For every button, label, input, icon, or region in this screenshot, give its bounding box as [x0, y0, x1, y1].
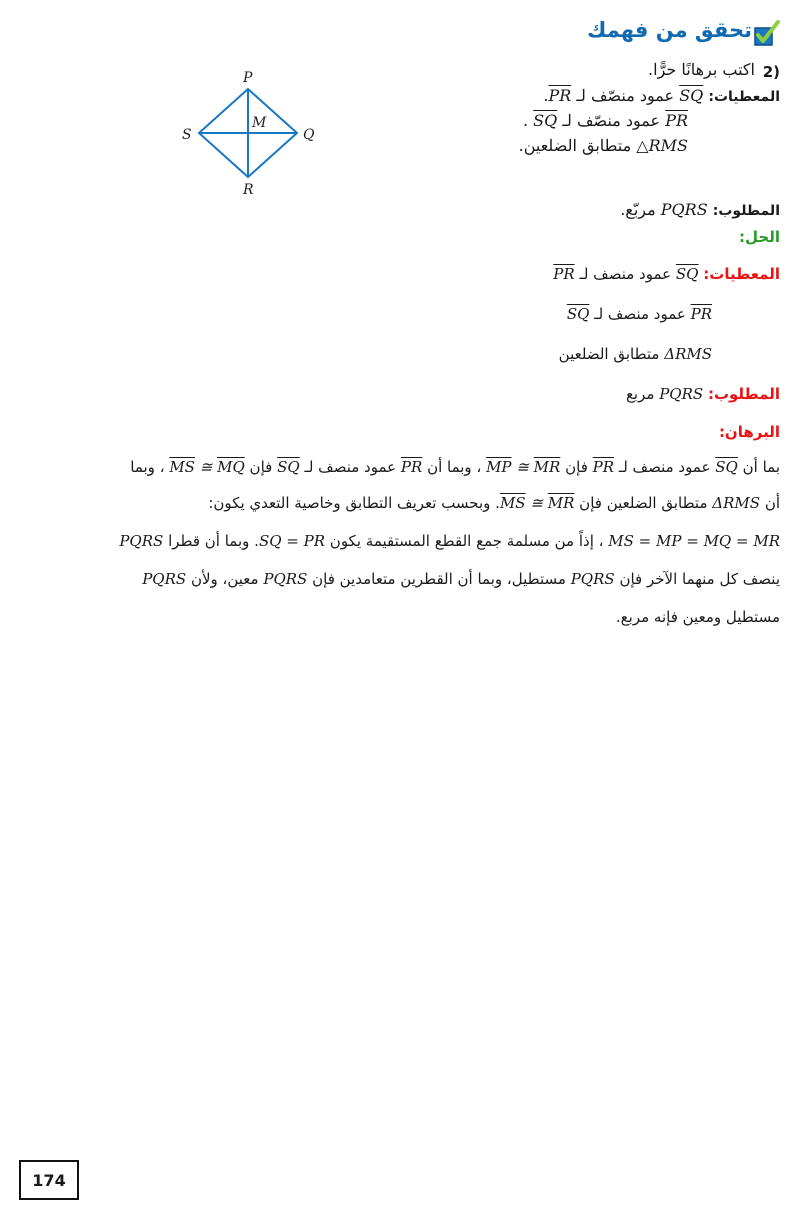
proof-line-4 — [20, 570, 780, 588]
text: . وبحسب تعريف التطابق وخاصية التعدي يكون: — [208, 494, 500, 512]
solution-prove — [626, 385, 780, 403]
given-label: المعطيات: — [708, 89, 780, 105]
proof-line-2 — [20, 494, 780, 512]
proof-line-5: مستطيل ومعين فإنه مربع. — [615, 608, 780, 626]
solution-given-3 — [559, 345, 712, 363]
text: متطابق الضلعين فإن — [579, 494, 708, 512]
equation: SQ = PR — [258, 532, 326, 550]
proof-line-1 — [20, 458, 780, 476]
equation: MS = MP = MQ = MR — [608, 532, 780, 550]
shape: PQRS — [660, 200, 708, 219]
solution-given-2 — [567, 305, 712, 323]
problem-number: 2) — [762, 63, 780, 81]
segment: $\overline{SQ}$ — [675, 265, 699, 283]
text: ينصف كل منهما الآخر فإن — [619, 570, 780, 588]
center-m: M — [252, 115, 267, 131]
congruence — [486, 458, 560, 476]
text: أن — [764, 494, 780, 512]
segment: $\overline{PR}$ — [592, 458, 615, 476]
triangle: ΔRMS — [664, 345, 712, 363]
problem-given-3 — [519, 136, 688, 155]
congruence — [500, 494, 574, 512]
text: مربّع. — [620, 200, 656, 219]
text: عمود منصف لـ — [618, 458, 711, 476]
segment: $\overline{SQ}$ — [679, 86, 704, 105]
prove-label: المطلوب: — [712, 203, 780, 219]
text: بما أن — [742, 458, 780, 476]
text: عمود منصف لـ — [579, 265, 672, 283]
text: مستطيل، وبما أن القطرين متعامدين فإن — [312, 570, 566, 588]
shape: PQRS — [570, 570, 615, 588]
segment: $\overline{MP}$ — [486, 458, 512, 476]
congruent-symbol: ≅ — [516, 458, 529, 476]
vertex-p: P — [243, 70, 253, 86]
text: ، إذاً من مسلمة جمع القطع المستقيمة يكون — [329, 532, 604, 550]
prove-label: المطلوب: — [707, 385, 780, 403]
proof-line-3 — [20, 532, 780, 550]
text: مربع — [625, 385, 655, 403]
segment: $\overline{PR}$ — [548, 86, 572, 105]
triangle: △RMS — [636, 136, 688, 155]
text: . وبما أن قطرا — [168, 532, 259, 550]
problem-given-2: $\overline{PR}$ عمود منصّف لـ $\overline{SQ}$ . — [522, 111, 688, 130]
solution-label: الحل: — [739, 228, 780, 246]
segment: $\overline{MR}$ — [547, 494, 575, 512]
segment: $\overline{MS}$ — [169, 458, 195, 476]
problem-given-1: المعطيات: $\overline{SQ}$ عمود منصّف لـ $\overline{PR}$. — [543, 86, 780, 105]
segment: $\overline{PR}$ — [665, 111, 688, 130]
shape: PQRS — [142, 570, 187, 588]
check-box-icon — [752, 20, 780, 48]
segment: $\overline{PR}$ — [553, 265, 575, 283]
segment: $\overline{SQ}$ — [277, 458, 300, 476]
congruent-symbol: ≅ — [199, 458, 213, 476]
vertex-s: S — [182, 127, 192, 143]
text: عمود منصّف لـ — [576, 86, 675, 105]
problem-instruction: اكتب برهانًا حرًّا. — [648, 60, 755, 79]
text: متطابق الضلعين — [558, 345, 660, 363]
shape: PQRS — [659, 385, 704, 403]
shape: PQRS — [263, 570, 308, 588]
text: عمود منصف لـ — [594, 305, 686, 323]
given-label: المعطيات: — [703, 265, 780, 283]
text: عمود منصف لـ — [304, 458, 397, 476]
congruent-symbol: ≅ — [530, 494, 543, 512]
text: متطابق الضلعين. — [518, 136, 632, 155]
segment: $\overline{MS}$ — [499, 494, 526, 512]
text: فإن — [565, 458, 588, 476]
text: فإن — [249, 458, 273, 476]
text: ، وبما — [130, 458, 165, 476]
segment: $\overline{PR}$ — [690, 305, 712, 323]
page-number: 174 — [19, 1160, 79, 1200]
solution-given-1 — [553, 265, 780, 283]
text: ، وبما أن — [427, 458, 482, 476]
proof-label: البرهان: — [718, 423, 780, 441]
segment: $\overline{SQ}$ — [566, 305, 590, 323]
text: عمود منصّف لـ — [562, 111, 661, 130]
segment: $\overline{PR}$ — [400, 458, 423, 476]
section-heading: تحقق من فهمك — [587, 18, 752, 42]
problem-prove — [620, 200, 780, 219]
congruence — [169, 458, 244, 476]
segment: $\overline{MR}$ — [533, 458, 561, 476]
rhombus-diagram — [160, 64, 330, 204]
vertex-q: Q — [303, 127, 315, 143]
segment: $\overline{SQ}$ — [715, 458, 738, 476]
text: معين، ولأن — [190, 570, 259, 588]
shape: PQRS — [119, 532, 164, 550]
vertex-r: R — [243, 182, 254, 198]
segment: $\overline{MQ}$ — [217, 458, 245, 476]
segment: $\overline{SQ}$ — [533, 111, 558, 130]
triangle: ΔRMS — [712, 494, 761, 512]
